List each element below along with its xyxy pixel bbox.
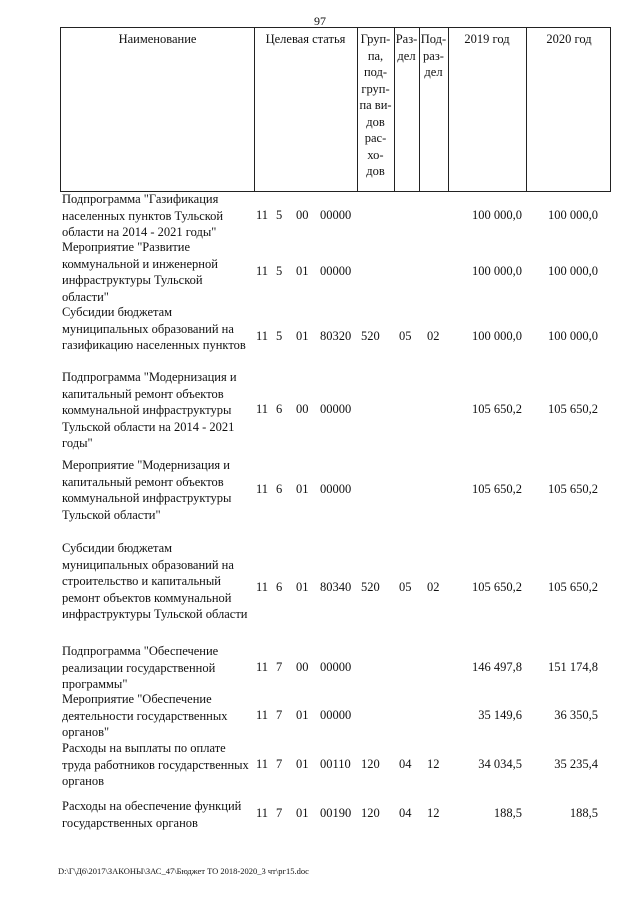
target-part-4: 00110 — [320, 757, 351, 771]
target-part-4: 00000 — [320, 264, 352, 278]
target-part-4: 80340 — [320, 580, 352, 594]
row-name: Расходы на обеспечение функций государственных органов — [62, 799, 242, 830]
target-part-1: 11 — [256, 708, 269, 722]
row-name: Расходы на выплаты по оплате труда работников государственных органов — [62, 741, 249, 789]
column-divider — [526, 28, 527, 191]
target-part-4: 00000 — [320, 708, 352, 722]
target-part-3: 00 — [296, 208, 309, 222]
target-part-2: 7 — [276, 806, 283, 820]
target-part-2: 5 — [276, 208, 283, 222]
value-2020: 100 000,0 — [548, 329, 598, 343]
subsection-code: 12 — [427, 757, 440, 771]
target-part-2: 7 — [276, 757, 283, 771]
target-part-1: 11 — [256, 329, 269, 343]
page-number: 97 — [314, 14, 326, 28]
subsection-code: 02 — [427, 580, 440, 594]
row-name: Субсидии бюджетам муниципальных образований на газификацию населенных пунктов — [62, 305, 246, 353]
row-name: Мероприятие "Развитие коммунальной и инженерной инфраструктуры Тульской области" — [62, 240, 218, 304]
target-part-1: 11 — [256, 402, 269, 416]
subsection-code: 02 — [427, 329, 440, 343]
section-code: 04 — [399, 757, 412, 771]
header-2020: 2020 год — [546, 32, 592, 46]
value-2019: 34 034,5 — [478, 757, 522, 771]
target-part-2: 6 — [276, 402, 283, 416]
column-divider — [254, 28, 255, 191]
value-2020: 105 650,2 — [548, 482, 598, 496]
target-part-1: 11 — [256, 264, 269, 278]
target-part-1: 11 — [256, 660, 269, 674]
value-2020: 151 174,8 — [548, 660, 598, 674]
value-2020: 35 235,4 — [554, 757, 598, 771]
value-2020: 100 000,0 — [548, 208, 598, 222]
target-part-4: 00000 — [320, 402, 352, 416]
target-part-1: 11 — [256, 482, 269, 496]
table-header — [60, 27, 611, 192]
row-name: Подпрограмма "Обеспечение реализации государственной программы" — [62, 644, 219, 692]
target-part-4: 00190 — [320, 806, 352, 820]
target-part-2: 7 — [276, 660, 283, 674]
header-section: Раз- дел — [395, 32, 418, 63]
group-code: 120 — [361, 806, 380, 820]
target-part-4: 00000 — [320, 208, 352, 222]
header-2019: 2019 год — [464, 32, 510, 46]
value-2019: 188,5 — [493, 806, 522, 820]
target-part-3: 01 — [296, 329, 309, 343]
value-2019: 100 000,0 — [472, 264, 522, 278]
target-part-4: 00000 — [320, 482, 352, 496]
target-part-2: 6 — [276, 482, 283, 496]
value-2019: 100 000,0 — [472, 329, 522, 343]
value-2019: 35 149,6 — [478, 708, 522, 722]
header-subsection: Под- раз- дел — [420, 32, 447, 79]
target-part-2: 5 — [276, 264, 283, 278]
group-code: 520 — [361, 329, 380, 343]
row-name: Субсидии бюджетам муниципальных образований на строительство и капитальный ремонт объектов коммунальной инфраструктуры Тульской области — [62, 541, 248, 622]
target-part-3: 00 — [296, 660, 309, 674]
target-part-3: 01 — [296, 757, 309, 771]
target-part-4: 80320 — [320, 329, 352, 343]
value-2019: 105 650,2 — [472, 482, 522, 496]
value-2020: 100 000,0 — [548, 264, 598, 278]
target-part-3: 01 — [296, 708, 309, 722]
target-part-1: 11 — [256, 580, 269, 594]
target-part-1: 11 — [256, 757, 269, 771]
target-part-3: 00 — [296, 402, 309, 416]
target-part-3: 01 — [296, 264, 309, 278]
section-code: 05 — [399, 329, 412, 343]
value-2019: 105 650,2 — [472, 580, 522, 594]
value-2020: 188,5 — [569, 806, 598, 820]
row-name: Подпрограмма "Модернизация и капитальный ремонт объектов коммунальной инфраструктуры Тульской области на 2014 - 2021 годы" — [62, 370, 237, 451]
value-2019: 100 000,0 — [472, 208, 522, 222]
value-2019: 105 650,2 — [472, 402, 522, 416]
target-part-3: 01 — [296, 482, 309, 496]
header-group: Груп- па, под- груп- па ви- дов рас- хо- дов — [359, 32, 392, 178]
subsection-code: 12 — [427, 806, 440, 820]
value-2019: 146 497,8 — [472, 660, 522, 674]
value-2020: 36 350,5 — [554, 708, 598, 722]
target-part-3: 01 — [296, 580, 309, 594]
value-2020: 105 650,2 — [548, 402, 598, 416]
group-code: 520 — [361, 580, 380, 594]
target-part-2: 7 — [276, 708, 283, 722]
target-part-2: 5 — [276, 329, 283, 343]
target-part-1: 11 — [256, 208, 269, 222]
file-path-footer: D:\Г\Д6\2017\ЗАКОНЫ\ЗАС_47\Бюджет ТО 2018-2020_3 чт\рг15.doc — [58, 866, 309, 876]
row-name: Мероприятие "Модернизация и капитальный ремонт объектов коммунальной инфраструктуры Тульской области" — [62, 458, 232, 522]
section-code: 05 — [399, 580, 412, 594]
column-divider — [448, 28, 449, 191]
target-part-3: 01 — [296, 806, 309, 820]
target-part-4: 00000 — [320, 660, 352, 674]
target-part-2: 6 — [276, 580, 283, 594]
section-code: 04 — [399, 806, 412, 820]
group-code: 120 — [361, 757, 380, 771]
header-target: Целевая статья — [265, 32, 346, 46]
row-name: Мероприятие "Обеспечение деятельности государственных органов" — [62, 692, 228, 740]
target-part-1: 11 — [256, 806, 269, 820]
header-name: Наименование — [118, 32, 197, 46]
row-name: Подпрограмма "Газификация населенных пунктов Тульской области на 2014 - 2021 годы" — [62, 192, 224, 240]
value-2020: 105 650,2 — [548, 580, 598, 594]
